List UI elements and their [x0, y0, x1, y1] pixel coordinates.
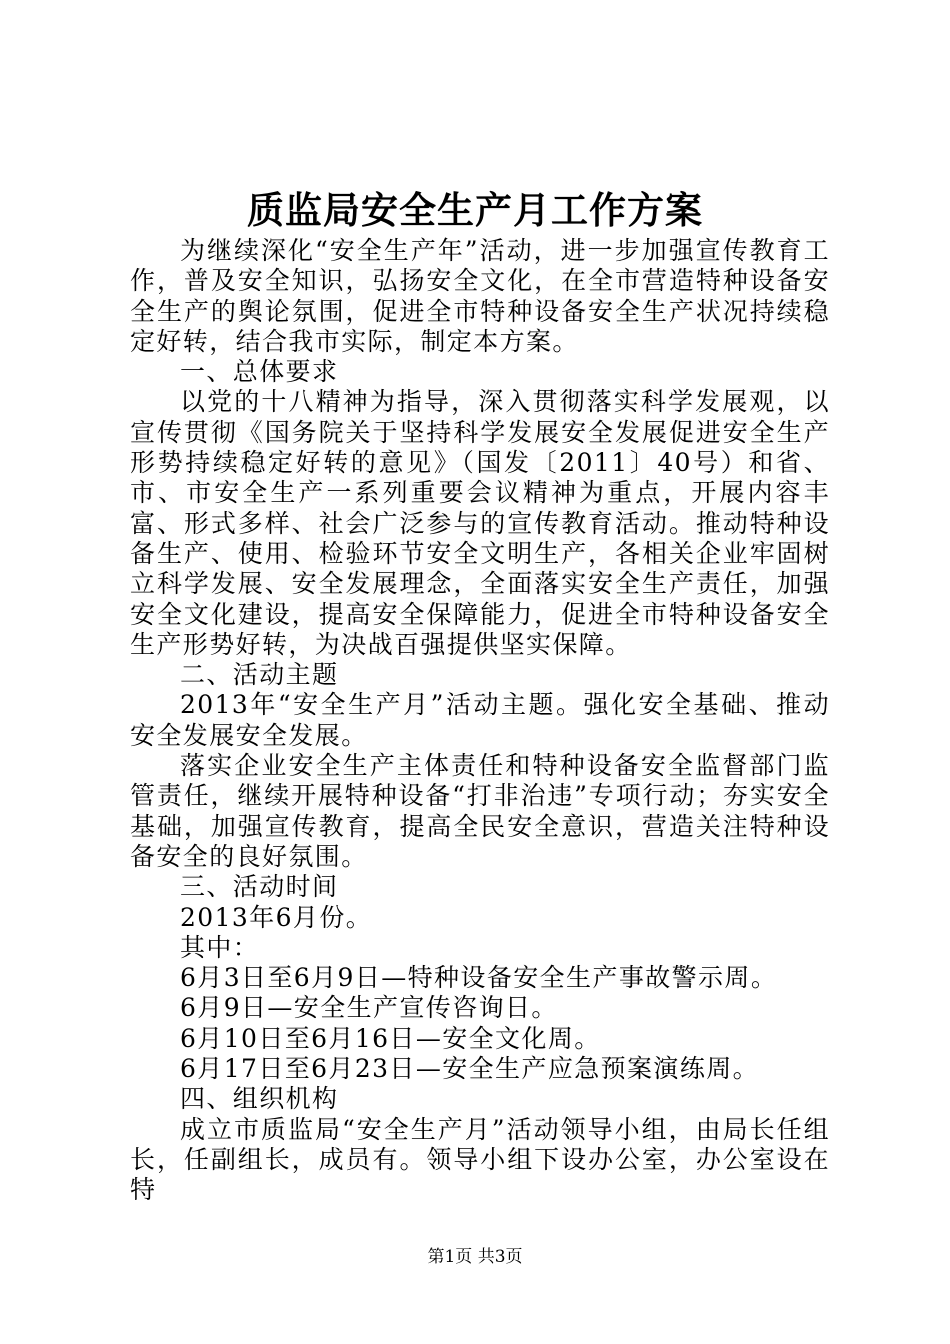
- paragraph-activity-theme: 2013年“安全生产月”活动主题。强化安全基础、推动安全发展安全发展。: [130, 690, 830, 750]
- paragraph-among-which: 其中：: [180, 932, 260, 962]
- section-heading-overall-requirements: 一、总体要求: [180, 357, 339, 387]
- schedule-item: 6月3日至6月9日—特种设备安全生产事故警示周。: [180, 963, 778, 993]
- section-heading-activity-time: 三、活动时间: [180, 872, 339, 902]
- paragraph-activity-month: 2013年6月份。: [180, 902, 373, 932]
- section-heading-activity-theme: 二、活动主题: [180, 660, 339, 690]
- schedule-item: 6月10日至6月16日—安全文化周。: [180, 1023, 601, 1053]
- document-body: [130, 236, 830, 1206]
- schedule-item: 6月9日—安全生产宣传咨询日。: [180, 993, 558, 1023]
- schedule-item: 6月17日至6月23日—安全生产应急预案演练周。: [180, 1054, 760, 1084]
- paragraph-overall-requirements: 以党的十八精神为指导，深入贯彻落实科学发展观，以宣传贯彻《国务院关于坚持科学发展安全发展促进安全生产形势持续稳定好转的意见》（国发〔2011〕40号）和省、市、市安全生产一系列重要会议精神为重点，开展内容丰富、形式多样、社会广泛参与的宣传教育活动。推动特种设备生产、使用、检验环节安全文明生产，各相关企业牢固树立科学发展、安全发展理念，全面落实安全生产责任，加强安全文化建设，提高安全保障能力，促进全市特种设备安全生产形势好转，为决战百强提供坚实保障。: [130, 387, 830, 659]
- page-footer: 第1页 共3页: [427, 1247, 523, 1267]
- paragraph-intro: 为继续深化“安全生产年”活动，进一步加强宣传教育工作，普及安全知识，弘扬安全文化，在全市营造特种设备安全生产的舆论氛围，促进全市特种设备安全生产状况持续稳定好转，结合我市实际，制定本方案。: [130, 236, 830, 356]
- section-heading-organization: 四、组织机构: [180, 1084, 339, 1114]
- document-title: 质监局安全生产月工作方案: [247, 188, 703, 232]
- paragraph-theme-detail: 落实企业安全生产主体责任和特种设备安全监督部门监管责任，继续开展特种设备“打非治违”专项行动；夯实安全基础，加强宣传教育，提高全民安全意识，营造关注特种设备安全的良好氛围。: [130, 751, 830, 871]
- paragraph-organization: 成立市质监局“安全生产月”活动领导小组，由局长任组长，任副组长，成员有。领导小组下设办公室，办公室设在特: [130, 1114, 830, 1205]
